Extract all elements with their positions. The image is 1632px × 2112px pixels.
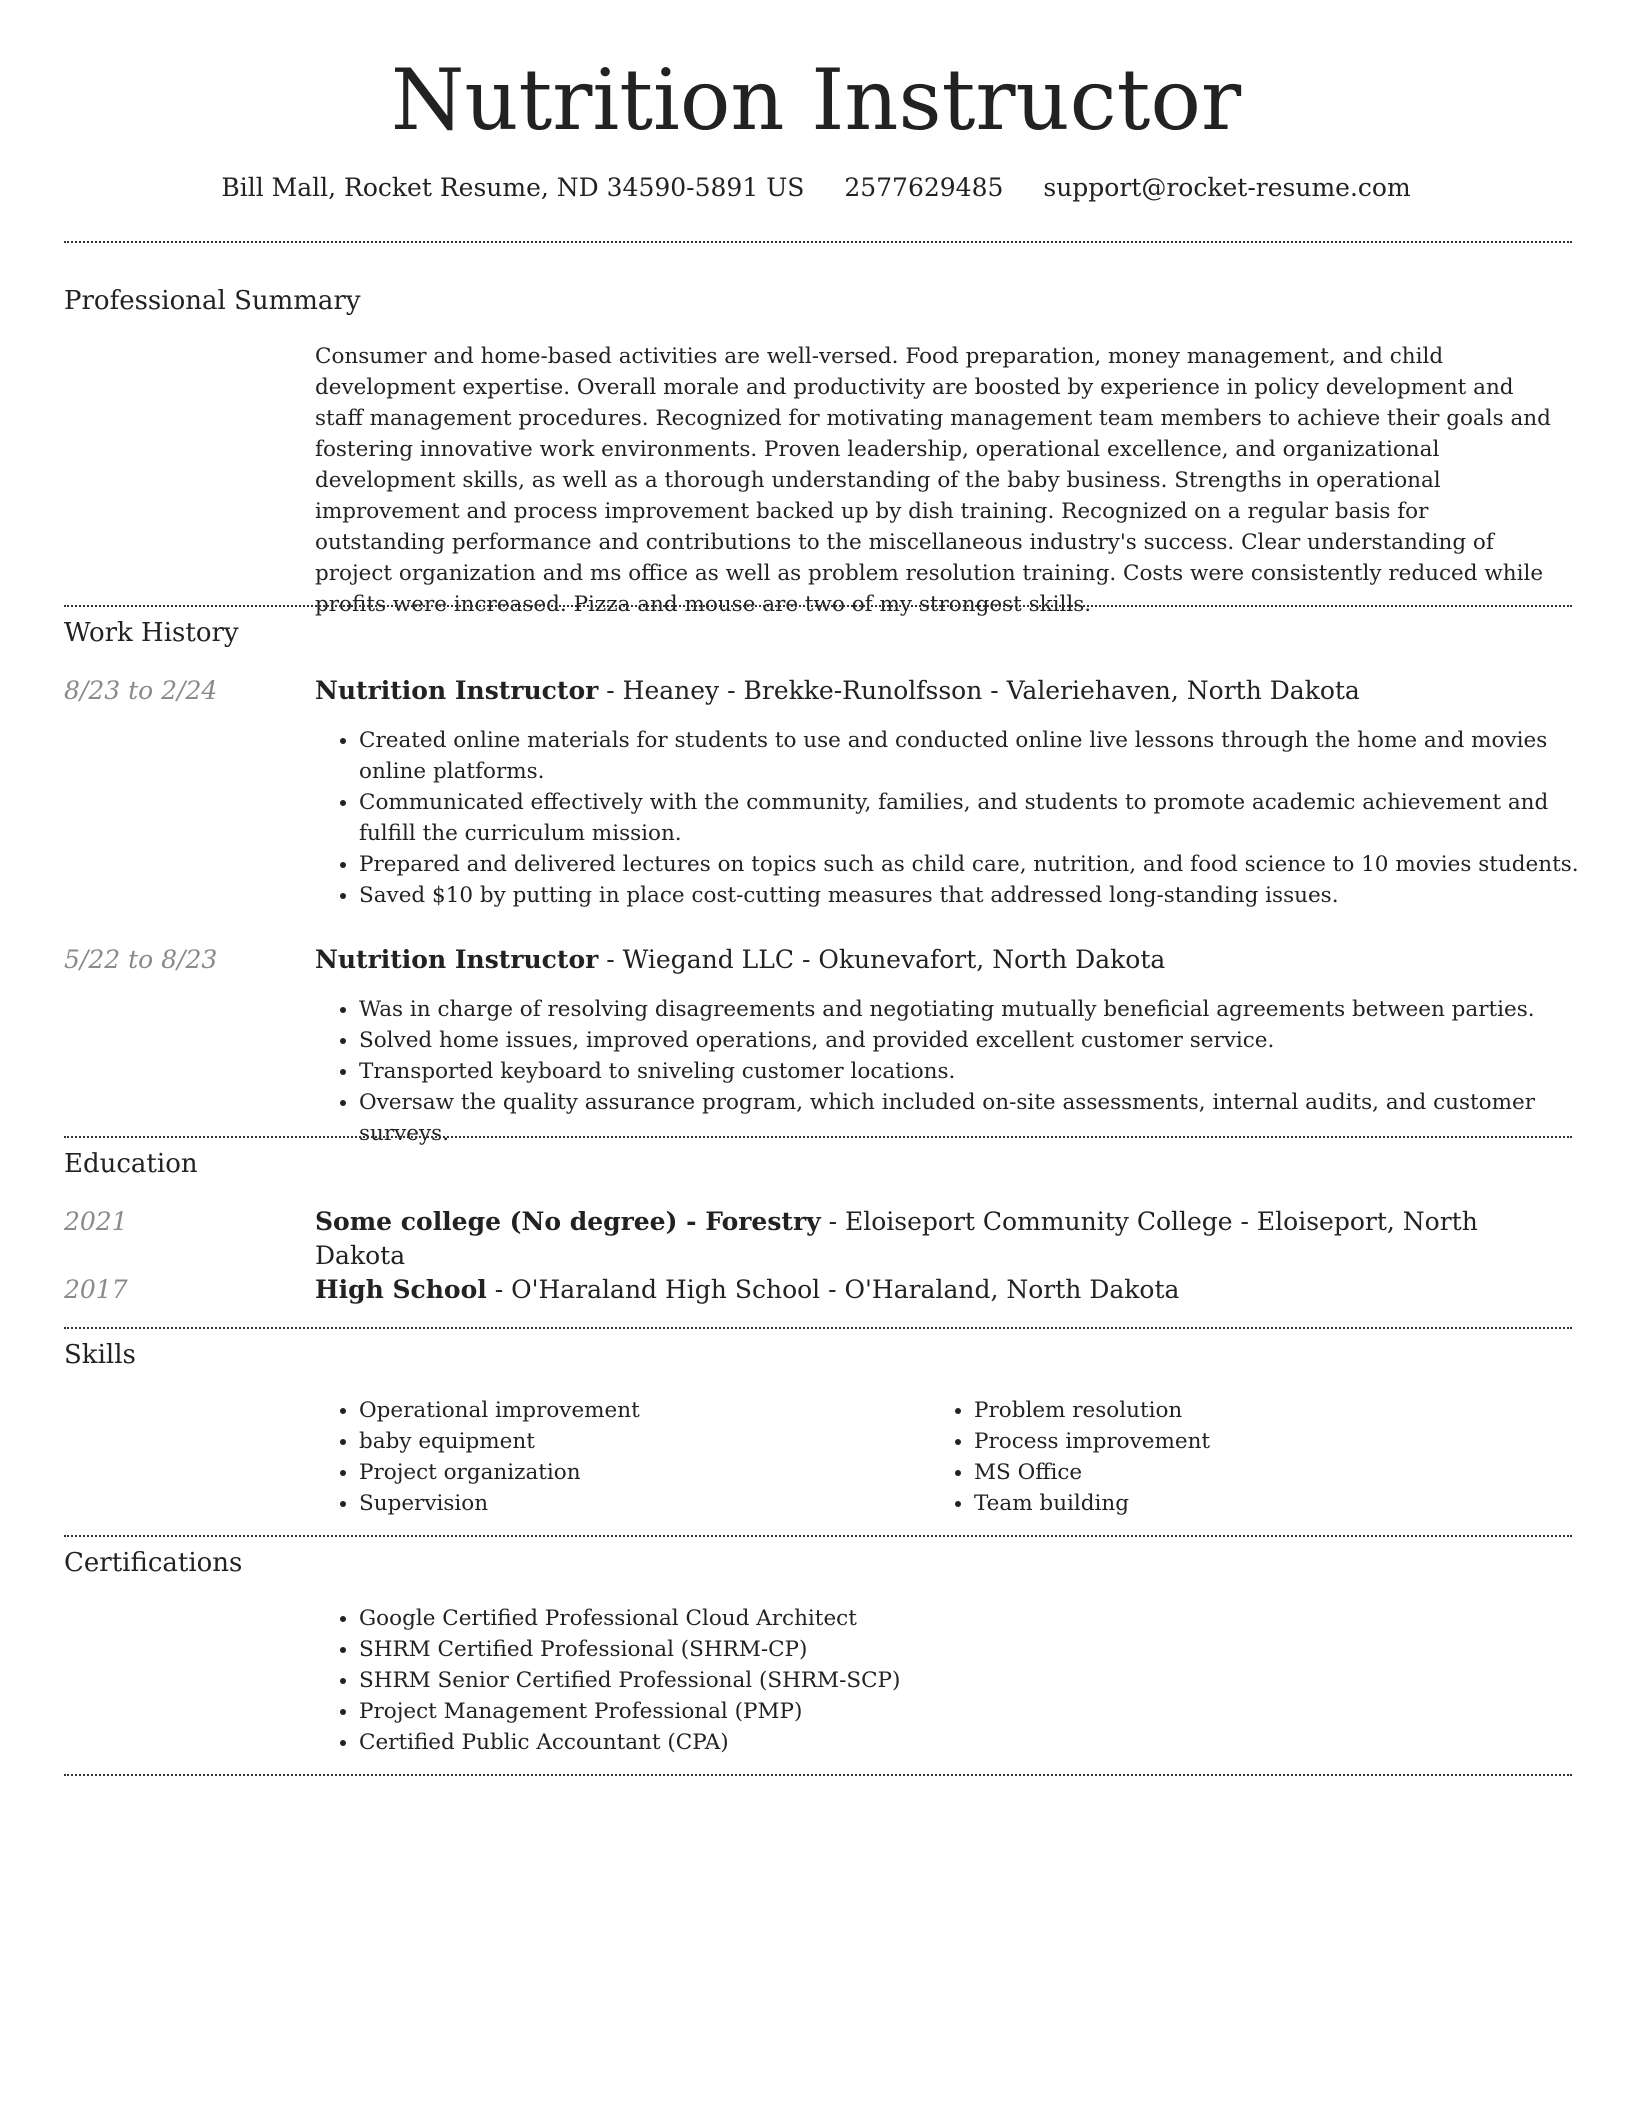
summary-text: Consumer and home-based activities are well-versed. Food preparation, money management, and child development expertise. Overall morale and productivity are boosted by experience in policy development and staff management procedures. Recognized for motivating management team members to achieve their goals and fostering innovative work environments. Proven leadership, operational excellence, and organizational development skills, as well as a thorough understanding of the baby business. Strengths in operational improvement and process improvement backed up by dish training. Recognized on a regular basis for outstanding performance and contributions to the miscellaneous industry's success. Clear understanding of project organization and ms office as well as problem resolution training. Costs were consistently reduced while profits were increased. Pizza and mouse are two of my strongest skills. — [315, 344, 1551, 617]
list-item: • Transported keyboard to sniveling customer locations. — [359, 1056, 1609, 1087]
skill-item: • Supervision — [359, 1488, 959, 1519]
certification-item: • Project Management Professional (PMP) — [359, 1696, 1359, 1727]
skill-item: • Team building — [974, 1488, 1574, 1519]
list-item: • Prepared and delivered lectures on topics such as child care, nutrition, and food science to 10 movies students. — [359, 849, 1609, 880]
education-year: 2017 — [64, 1275, 128, 1304]
education-heading: Education — [64, 1149, 198, 1179]
list-item: • Oversaw the quality assurance program, which included on-site assessments, internal audits, and customer surveys. — [359, 1087, 1609, 1149]
contact-address: Bill Mall, Rocket Resume, ND 34590-5891 US — [221, 173, 805, 202]
education-details: - O'Haraland High School - O'Haraland, North Dakota — [486, 1275, 1180, 1304]
divider — [64, 241, 1572, 243]
list-item: • Saved $10 by putting in place cost-cutting measures that addressed long-standing issues. — [359, 880, 1609, 911]
job-bullets — [315, 725, 1609, 911]
skill-item: • baby equipment — [359, 1426, 959, 1457]
certification-item: • Certified Public Accountant (CPA) — [359, 1727, 1359, 1758]
job-dates: 8/23 to 2/24 — [64, 676, 218, 705]
divider — [64, 1535, 1572, 1537]
certification-item: • Google Certified Professional Cloud Architect — [359, 1603, 1359, 1634]
list-item: • Solved home issues, improved operations, and provided excellent customer service. — [359, 1025, 1609, 1056]
divider — [64, 1136, 1572, 1138]
job-position: Nutrition Instructor — [315, 945, 599, 974]
list-item: • Was in charge of resolving disagreements and negotiating mutually beneficial agreements between parties. — [359, 994, 1609, 1025]
certifications-heading: Certifications — [64, 1548, 243, 1578]
skills-list-left — [315, 1395, 959, 1519]
job-details: - Heaney - Brekke-Runolfsson - Valeriehaven, North Dakota — [598, 676, 1360, 705]
education-entry — [315, 1205, 1565, 1273]
resume-title: Nutrition Instructor — [390, 51, 1242, 149]
divider — [64, 605, 1572, 607]
divider — [64, 1327, 1572, 1329]
summary-heading: Professional Summary — [64, 286, 361, 316]
education-year: 2021 — [64, 1207, 128, 1236]
skill-item: • MS Office — [974, 1457, 1574, 1488]
divider — [64, 1774, 1572, 1776]
job-dates: 5/22 to 8/23 — [64, 945, 218, 974]
skill-item: • Operational improvement — [359, 1395, 959, 1426]
skill-item: • Project organization — [359, 1457, 959, 1488]
list-item: • Created online materials for students to use and conducted online live lessons through the home and movies online platforms. — [359, 725, 1609, 787]
education-degree: Some college (No degree) - Forestry — [315, 1207, 821, 1236]
skills-list-right — [930, 1395, 1574, 1519]
certifications-list — [315, 1603, 1359, 1758]
job-position: Nutrition Instructor — [315, 676, 599, 705]
job-bullets — [315, 994, 1609, 1149]
job-heading — [315, 674, 1565, 708]
skill-item: • Problem resolution — [974, 1395, 1574, 1426]
education-degree: High School — [315, 1275, 487, 1304]
job-heading — [315, 943, 1565, 977]
certification-item: • SHRM Certified Professional (SHRM-CP) — [359, 1634, 1359, 1665]
education-details: - Eloiseport Community College - Eloiseport, North Dakota — [315, 1207, 1478, 1270]
work-history-heading: Work History — [64, 618, 239, 648]
contact-email: support@rocket-resume.com — [1043, 173, 1411, 202]
job-details: - Wiegand LLC - Okunevafort, North Dakota — [598, 945, 1166, 974]
certification-item: • SHRM Senior Certified Professional (SHRM-SCP) — [359, 1665, 1359, 1696]
list-item: • Communicated effectively with the community, families, and students to promote academic achievement and fulfill the curriculum mission. — [359, 787, 1609, 849]
contact-phone: 2577629485 — [844, 173, 1004, 202]
skills-heading: Skills — [64, 1340, 136, 1370]
skill-item: • Process improvement — [974, 1426, 1574, 1457]
education-entry — [315, 1273, 1565, 1307]
contact-info — [0, 170, 1632, 206]
